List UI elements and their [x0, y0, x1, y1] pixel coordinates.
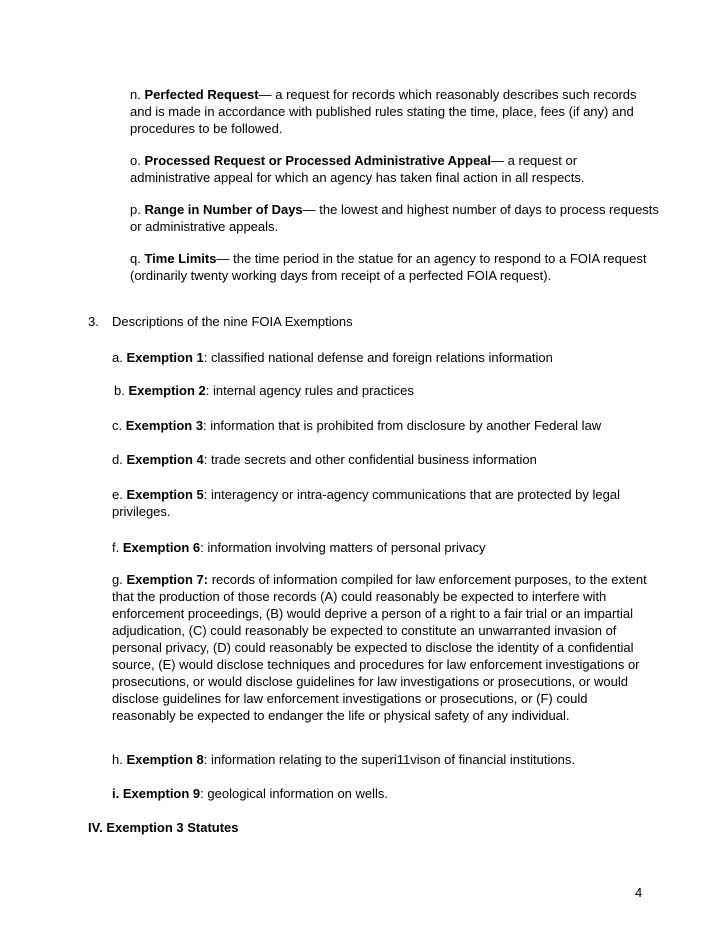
exemption-text: : information involving matters of personal privacy: [200, 540, 486, 555]
exemption-letter: c.: [112, 418, 123, 433]
exemption-text: records of information compiled for law enforcement purposes, to the extent that the production of those records (A) could reasonably be expected to interfere with enforcement proceedings, (B) would deprive a person of a right to a fair trial or an impartial adjudication, (C) could reasonably be expected to constitute an unwarranted invasion of personal privacy, (D) could reasonably be expected to disclose the identity of a confidential source, (E) would disclose techniques and procedures for law enforcement investigations or prosecutions, or would disclose guidelines for law investigations or prosecutions, or would disclose guidelines for law enforcement investigations or prosecutions, or (F) could reasonably be expected to endanger the life or physical safety of any individual.: [112, 572, 647, 723]
definition-text: — a request for records which reasonably describes such records and is made in accordance with published rules stating the time, place, fees (if any) and procedures to be followed.: [130, 87, 637, 136]
exemption-letter: b.: [114, 383, 125, 398]
definition-o: [130, 152, 660, 186]
exemption-text: : internal agency rules and practices: [205, 383, 414, 398]
exemption-1: [112, 349, 652, 366]
exemption-term: Exemption 7:: [126, 572, 209, 587]
exemption-term: Exemption 6: [122, 540, 201, 555]
exemption-term: Exemption 8: [126, 752, 204, 767]
page-number: 4: [635, 885, 643, 900]
exemption-letter: e.: [112, 487, 123, 502]
exemption-term: Exemption 9: [122, 786, 201, 801]
definition-letter: n.: [130, 87, 141, 102]
definition-term: Time Limits: [144, 251, 217, 266]
exemption-2: [114, 382, 654, 399]
section-3-title: Descriptions of the nine FOIA Exemptions: [112, 314, 353, 329]
exemption-text: : information that is prohibited from disclosure by another Federal law: [203, 418, 602, 433]
exemption-3: [112, 417, 652, 434]
definition-text: — a request or administrative appeal for which an agency has taken final action in all respects.: [130, 153, 585, 185]
definition-text: — the time period in the statue for an agency to respond to a FOIA request (ordinarily twenty working days from receipt of a perfected FOIA request).: [130, 251, 647, 283]
definition-text: — the lowest and highest number of days to process requests or administrative appeals.: [130, 202, 659, 234]
definition-term: Range in Number of Days: [144, 202, 303, 217]
exemption-5: [112, 486, 652, 520]
exemption-8: [112, 751, 652, 768]
exemption-9: [112, 785, 652, 802]
exemption-letter: d.: [112, 452, 123, 467]
definition-term: Perfected Request: [144, 87, 259, 102]
exemption-term: Exemption 2: [128, 383, 206, 398]
exemption-letter: i.: [112, 786, 120, 801]
definition-q: [130, 250, 660, 284]
exemption-term: Exemption 4: [126, 452, 204, 467]
section-3-number: 3.: [88, 314, 99, 329]
definition-letter: o.: [130, 153, 141, 168]
section-4-heading: IV. Exemption 3 Statutes: [88, 820, 239, 835]
exemption-letter: f.: [112, 540, 120, 555]
exemption-4: [112, 451, 652, 468]
exemption-text: : classified national defense and foreign relations information: [203, 350, 553, 365]
exemption-letter: h.: [112, 752, 123, 767]
exemption-text: : interagency or intra-agency communications that are protected by legal privileges.: [112, 487, 620, 519]
definition-n: [130, 86, 660, 137]
exemption-7: [112, 571, 652, 724]
definition-term: Processed Request or Processed Administrative Appeal: [144, 153, 492, 168]
exemption-6: [112, 539, 652, 556]
exemption-term: Exemption 1: [126, 350, 204, 365]
definition-letter: p.: [130, 202, 141, 217]
definition-letter: q.: [130, 251, 141, 266]
exemption-letter: a.: [112, 350, 123, 365]
exemption-term: Exemption 5: [126, 487, 204, 502]
exemption-text: : trade secrets and other confidential business information: [203, 452, 537, 467]
exemption-text: : geological information on wells.: [200, 786, 389, 801]
exemption-letter: g.: [112, 572, 123, 587]
definition-p: [130, 201, 660, 235]
exemption-term: Exemption 3: [125, 418, 204, 433]
exemption-text: : information relating to the superi11vison of financial institutions.: [203, 752, 575, 767]
